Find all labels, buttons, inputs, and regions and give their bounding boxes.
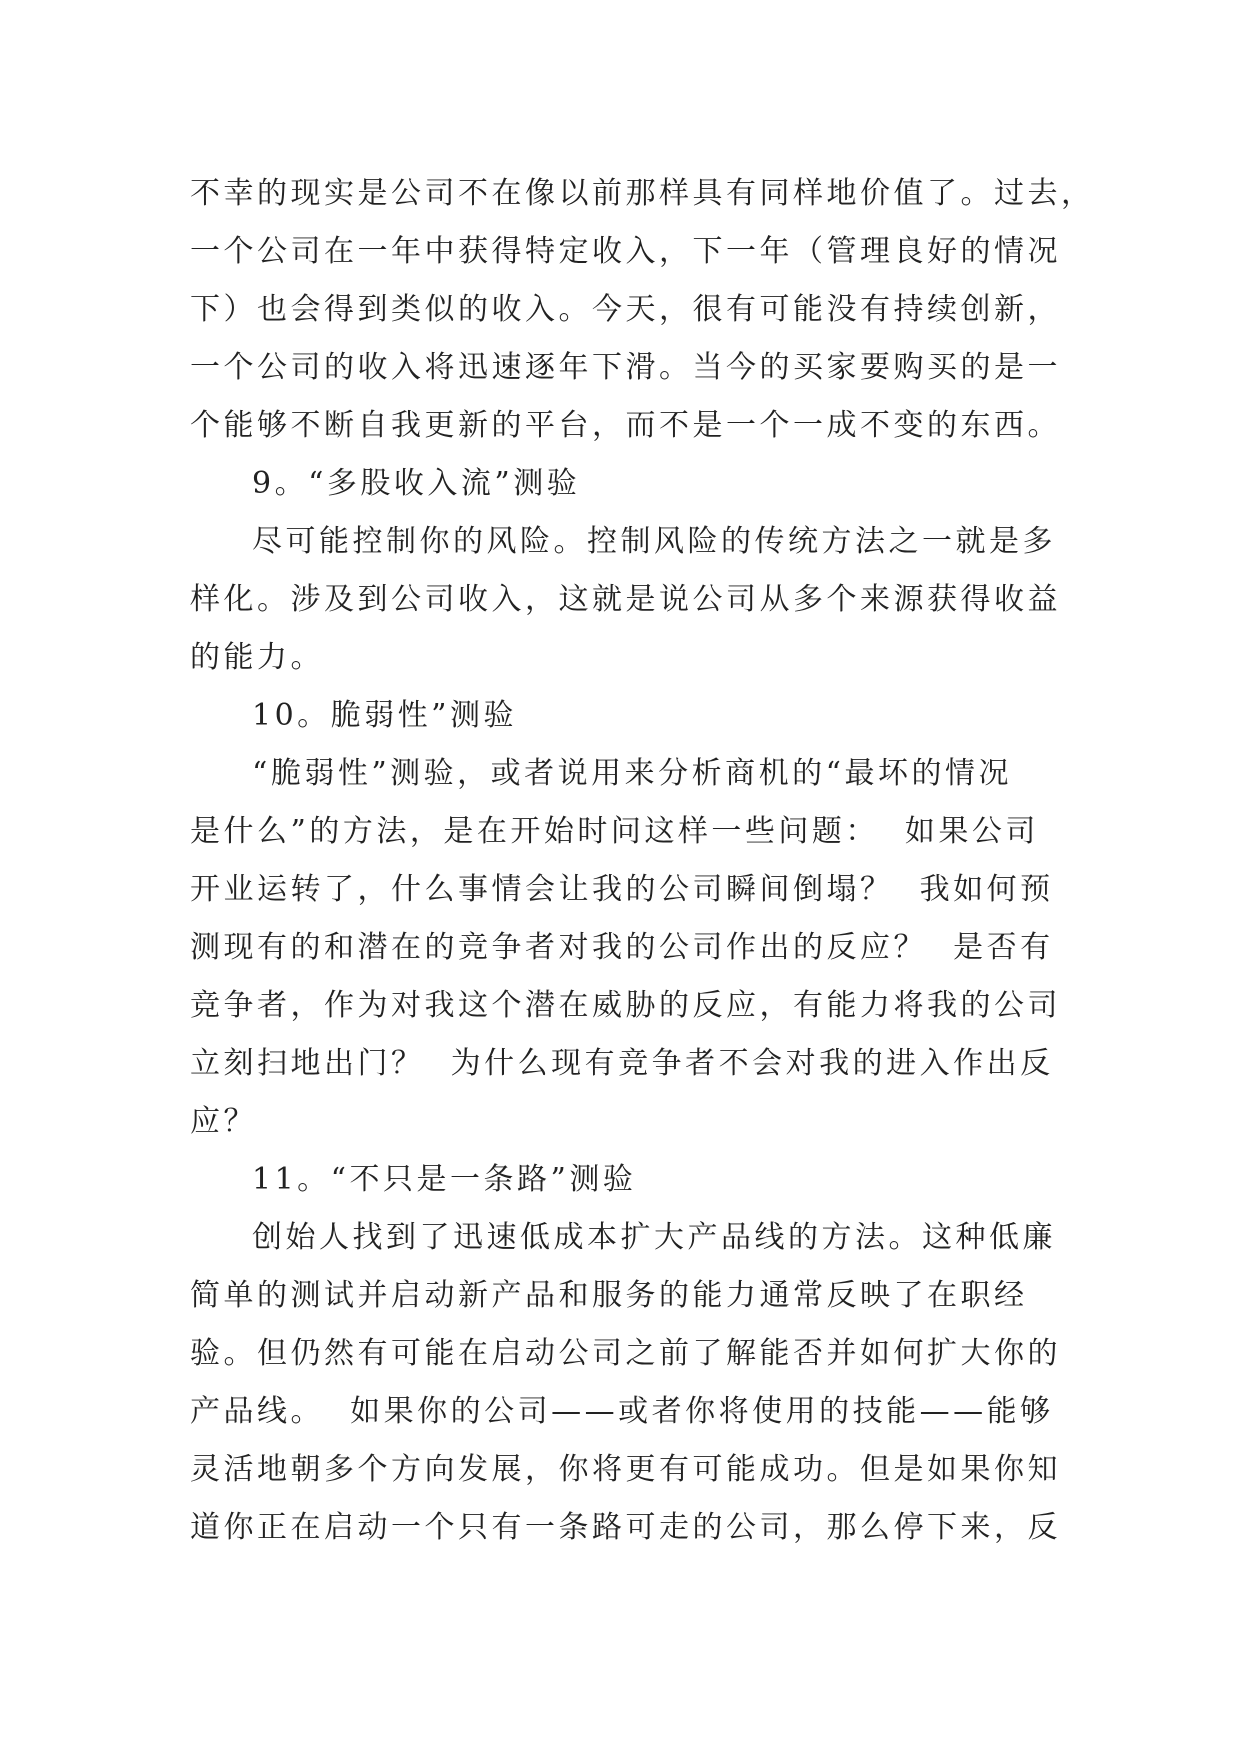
text-line: 尽可能控制你的风险。控制风险的传统方法之一就是多: [252, 524, 1056, 559]
text-line: 创始人找到了迅速低成本扩大产品线的方法。这种低廉: [252, 1220, 1056, 1255]
text-line: 下）也会得到类似的收入。今天，很有可能没有持续创新，: [190, 292, 1061, 327]
text-line: 样化。涉及到公司收入，这就是说公司从多个来源获得收益: [190, 582, 1061, 617]
text-line: 道你正在启动一个只有一条路可走的公司，那么停下来，反: [190, 1510, 1061, 1545]
text-line: 灵活地朝多个方向发展，你将更有可能成功。但是如果你知: [190, 1452, 1061, 1487]
text-line: 一个公司的收入将迅速逐年下滑。当今的买家要购买的是一: [190, 350, 1061, 385]
text-line: 立刻扫地出门？ 为什么现有竞争者不会对我的进入作出反: [190, 1046, 1054, 1081]
section-heading: 11。“不只是一条路”测验: [252, 1162, 637, 1197]
text-line: 一个公司在一年中获得特定收入，下一年（管理良好的情况: [190, 234, 1061, 269]
section-heading: 9。“多股收入流”测验: [252, 466, 581, 501]
text-line: 开业运转了，什么事情会让我的公司瞬间倒塌？ 我如何预: [190, 872, 1054, 907]
text-line: “脆弱性”测验，或者说用来分析商机的“最坏的情况: [252, 756, 1013, 791]
text-line: 产品线。 如果你的公司——或者你将使用的技能——能够: [190, 1394, 1054, 1429]
text-line: 简单的测试并启动新产品和服务的能力通常反映了在职经: [190, 1278, 1028, 1313]
section-heading: 10。脆弱性”测验: [252, 698, 518, 733]
text-line: 不幸的现实是公司不在像以前那样具有同样地价值了。过去，: [190, 176, 1095, 211]
text-line: 测现有的和潜在的竞争者对我的公司作出的反应？ 是否有: [190, 930, 1054, 965]
text-line: 应？: [190, 1104, 257, 1139]
text-line: 是什么”的方法，是在开始时问这样一些问题： 如果公司: [190, 814, 1039, 849]
text-line: 验。但仍然有可能在启动公司之前了解能否并如何扩大你的: [190, 1336, 1061, 1371]
text-line: 的能力。: [190, 640, 324, 675]
document-body: [190, 165, 1095, 1557]
text-line: 竞争者，作为对我这个潜在威胁的反应，有能力将我的公司: [190, 988, 1061, 1023]
text-line: 个能够不断自我更新的平台，而不是一个一成不变的东西。: [190, 408, 1061, 443]
